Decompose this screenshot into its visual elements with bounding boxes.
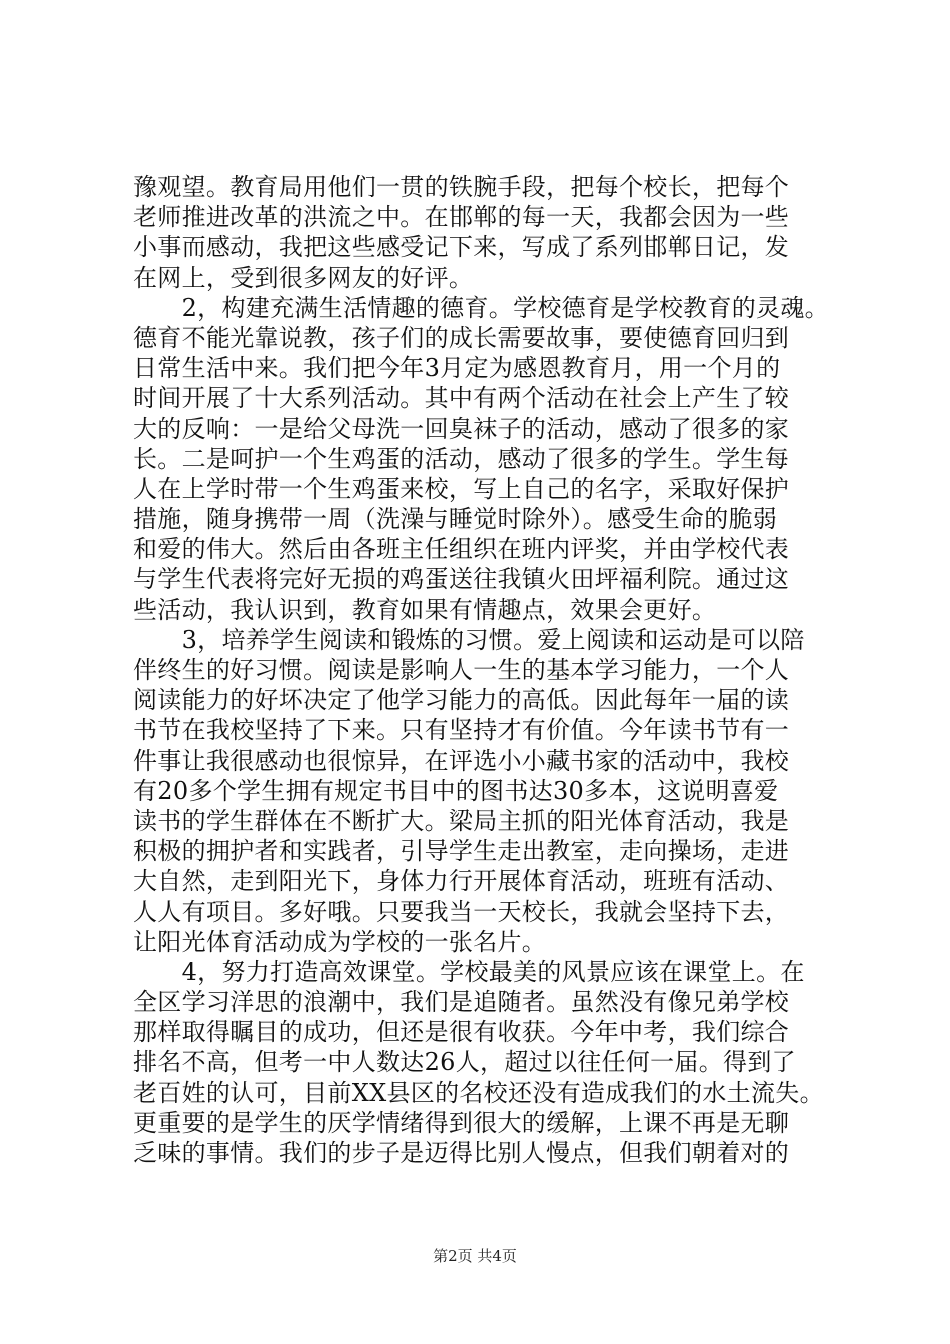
text-line: 阅读能力的好坏决定了他学习能力的高低。因此每年一届的读 [133,686,790,715]
text-line: 老师推进改革的洪流之中。在邯郸的每一天，我都会因为一些 [133,203,790,232]
text-line: 措施，随身携带一周（洗澡与睡觉时除外）。感受生命的脆弱 [133,505,778,534]
text-line: 伴终生的好习惯。阅读是影响人一生的基本学习能力，一个人 [133,656,790,684]
text-line: 3，培养学生阅读和锻炼的习惯。爱上阅读和运动是可以陪 [133,625,805,654]
text-line: 件事让我很感动也很惊异，在评选小小藏书家的活动中，我校 [133,746,790,775]
text-line: 更重要的是学生的厌学情绪得到很大的缓解，上课不再是无聊 [133,1108,790,1137]
body-text [133,172,838,1168]
text-line: 全区学习洋思的浪潮中，我们是追随者。虽然没有像兄弟学校 [133,988,790,1017]
text-line: 书节在我校坚持了下来。只有坚持才有价值。今年读书节有一 [133,716,790,745]
text-line: 些活动，我认识到，教育如果有情趣点，效果会更好。 [133,595,717,624]
text-line: 人在上学时带一个生鸡蛋来校，写上自己的名字，采取好保护 [133,474,790,503]
text-line: 老百姓的认可，目前XX县区的名校还没有造成我们的水土流失。 [133,1078,824,1107]
text-line: 积极的拥护者和实践者，引导学生走出教室，走向操场，走进 [133,837,790,866]
text-line: 那样取得瞩目的成功，但还是很有收获。今年中考，我们综合 [133,1018,790,1047]
text-line: 有20多个学生拥有规定书目中的图书达30多本，这说明喜爱 [133,776,779,805]
text-line: 读书的学生群体在不断扩大。梁局主抓的阳光体育活动，我是 [133,806,790,835]
text-line: 时间开展了十大系列活动。其中有两个活动在社会上产生了较 [133,384,790,413]
text-line: 日常生活中来。我们把今年3月定为感恩教育月，用一个月的 [133,354,781,383]
text-line: 人人有项目。多好哦。只要我当一天校长，我就会坚持下去， [133,897,790,926]
text-line: 大自然，走到阳光下，身体力行开展体育活动，班班有活动、 [133,867,790,896]
text-line: 德育不能光靠说教，孩子们的成长需要故事，要使德育回归到 [133,323,790,352]
text-line: 长。二是呵护一个生鸡蛋的活动，感动了很多的学生。学生每 [133,444,790,473]
text-line: 让阳光体育活动成为学校的一张名片。 [133,927,547,956]
text-line: 小事而感动，我把这些感受记下来，写成了系列邯郸日记，发 [133,233,790,262]
text-line: 4，努力打造高效课堂。学校最美的风景应该在课堂上。在 [133,957,805,986]
text-line: 排名不高，但考一中人数达26人，超过以往任何一届。得到了 [133,1048,796,1077]
page-number-footer: 第2页 共4页 [433,1247,517,1265]
text-line: 大的反响：一是给父母洗一回臭袜子的活动，感动了很多的家 [133,414,790,443]
text-line: 和爱的伟大。然后由各班主任组织在班内评奖，并由学校代表 [133,535,790,564]
text-line: 与学生代表将完好无损的鸡蛋送往我镇火田坪福利院。通过这 [133,565,790,594]
text-line: 2，构建充满生活情趣的德育。学校德育是学校教育的灵魂。 [133,293,829,322]
text-line: 乏味的事情。我们的步子是迈得比别人慢点，但我们朝着对的 [133,1139,790,1167]
text-line: 豫观望。教育局用他们一贯的铁腕手段，把每个校长，把每个 [133,173,790,201]
text-line: 在网上，受到很多网友的好评。 [133,263,474,292]
